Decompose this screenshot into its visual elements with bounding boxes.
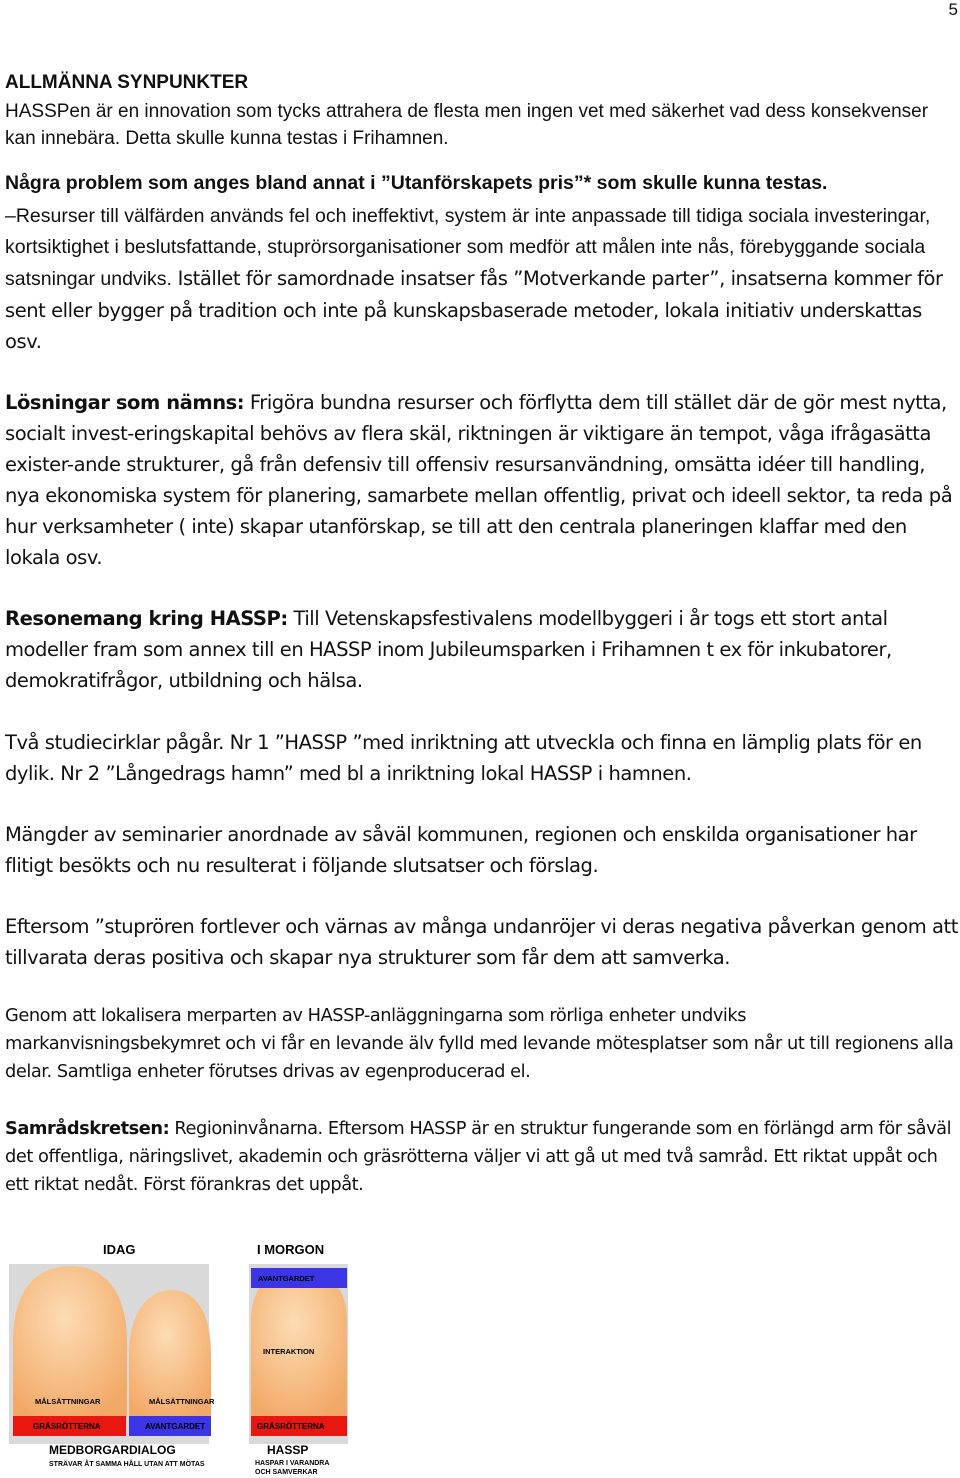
right-subcaption-1: HASPAR I VARANDRA: [255, 1460, 330, 1467]
solutions-text: Frigöra bundna resurser och förflytta dem till stället där de gör mest nytta, socialt invest-eringskapital behövs av flera skäl, riktningen är viktigare än tempot, våga ifrågasätta exister-ande strukturer, gå från defensiv till offensiv resursanvändning, omsätta idéer till handling, nya ekonomiska system för planering, samarbete mellan offentlig, privat och ideell sektor, ta reda på hur verksamheter ( inte) skapar utanförskap, se till att den centrala planeringen klaffar med den lokala osv.: [5, 391, 953, 569]
right-grasrotterna-label: GRÄSRÖTTERNA: [257, 1422, 325, 1431]
general-heading: ALLMÄNNA SYNPUNKTER: [5, 72, 249, 93]
reasoning-text: Till Vetenskapsfestivalens modellbyggeri i år togs ett stort antal modeller fram som annex till en HASSP inom Jubileumsparken i Frihamnen t ex för inkubatorer, demokratifrågor, utbildning och hälsa.: [5, 607, 892, 692]
problems-text-a: –Resurser till välfärden används fel och ineffektivt, system är inte anpassade till tidiga sociala investeringar, kortsiktighet i beslutsfattande, stuprörsorganisationer som medför att målen inte nås, förebyggande sociala satsningar undviks.: [5, 205, 931, 290]
right-bubble: [251, 1272, 347, 1417]
interaction-label: INTERAKTION: [263, 1347, 315, 1356]
left-avantgardet-label: AVANTGARDET: [145, 1422, 206, 1431]
reasoning-label: Resonemang kring HASSP:: [5, 607, 288, 630]
left-caption: MEDBORGARDIALOG: [49, 1443, 176, 1457]
right-title: I MORGON: [257, 1242, 325, 1257]
left-grasrotterna-label: GRÄSRÖTTERNA: [33, 1422, 101, 1431]
consultation-label: Samrådskretsen:: [5, 1118, 170, 1139]
page-number: 5: [948, 0, 958, 19]
silos-paragraph: Eftersom ”stuprören fortlever och värnas av många undanröjer vi deras negativa påverkan genom att tillvarata deras positiva och skapar nya strukturer som får dem att samverka.: [5, 915, 958, 969]
localize-paragraph: Genom att lokalisera merparten av HASSP-anläggningarna som rörliga enheter undviks markanvisningsbekymret och vi får en levande älv fylld med levande mötesplatser som når ut till regionens alla delar. Samtliga enheter förutses drivas av egenproducerad el.: [5, 1005, 954, 1082]
left-goals-1: MÅLSÄTTNINGAR: [35, 1397, 101, 1406]
problems-text: [5, 201, 960, 357]
consultation-text: Regioninvånarna. Eftersom HASSP är en struktur fungerande som en förlängd arm för såväl det offentliga, näringslivet, akademin och gräsrötterna väljer vi att gå ut med två samråd. Ett riktat uppåt och ett riktat nedåt. Först förankras det uppåt.: [5, 1118, 952, 1195]
hassp-diagram-svg: [5, 1232, 350, 1478]
left-subcaption: STRÄVAR ÅT SAMMA HÅLL UTAN ATT MÖTAS: [49, 1461, 205, 1468]
seminars-paragraph: Mängder av seminarier anordnade av såväl kommunen, regionen och enskilda organisationer har flitigt besökts och nu resulterat i följande slutsatser och förslag.: [5, 823, 917, 877]
general-section: [5, 67, 960, 152]
left-title: IDAG: [103, 1242, 136, 1257]
right-caption: HASSP: [267, 1443, 309, 1457]
reasoning-paragraph: [5, 603, 960, 696]
right-avantgardet-label: AVANTGARDET: [258, 1274, 315, 1283]
problems-heading: Några problem som anges bland annat i ”Utanförskapets pris”* som skulle kunna testas.: [5, 172, 828, 194]
hassp-diagram: [5, 1232, 350, 1478]
solutions-label: Lösningar som nämns:: [5, 391, 245, 414]
study-circles-paragraph: Två studiecirklar pågår. Nr 1 ”HASSP ”med inriktning att utveckla och finna en lämplig plats för en dylik. Nr 2 ”Långedrags hamn” med bl a inriktning lokal HASSP i hamnen.: [5, 731, 922, 785]
general-text: HASSPen är en innovation som tycks attrahera de flesta men ingen vet med säkerhet vad dess konsekvenser kan innebära. Detta skulle kunna testas i Frihamnen.: [5, 101, 929, 149]
left-goals-2: MÅLSÄTTNINGAR: [149, 1397, 215, 1406]
solutions-paragraph: [5, 387, 960, 573]
problems-text-b: Istället för samordnade insatser fås ”Motverkande parter”, insatserna kommer för sent eller bygger på tradition och inte på kunskapsbaserade metoder, lokala initiativ underskattas osv.: [5, 267, 943, 353]
right-subcaption-2: OCH SAMVERKAR: [255, 1469, 318, 1476]
left-bubble-grasrotterna: [13, 1266, 127, 1417]
consultation-paragraph: [5, 1115, 960, 1199]
